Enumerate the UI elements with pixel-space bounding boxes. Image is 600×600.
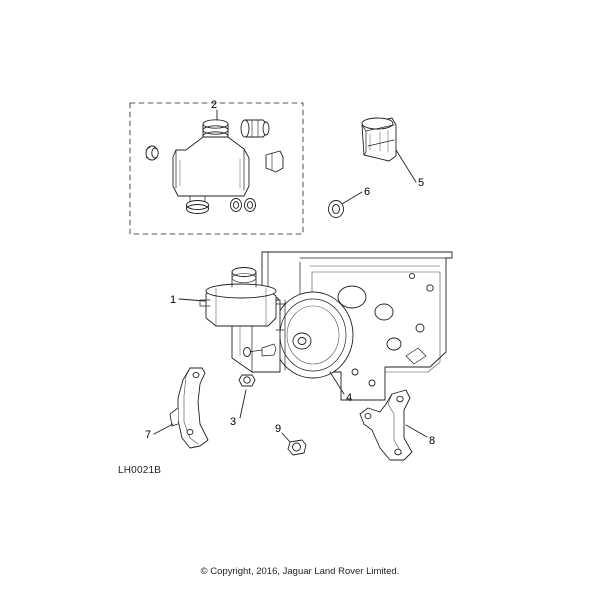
callout-3: 3 bbox=[230, 416, 237, 428]
callout-2: 2 bbox=[211, 99, 218, 111]
callout-4: 4 bbox=[346, 392, 353, 404]
copyright-notice: © Copyright, 2016, Jaguar Land Rover Limited. bbox=[200, 566, 400, 577]
leader-5 bbox=[396, 150, 416, 182]
mounting-bracket-right bbox=[360, 390, 412, 460]
grommet-seal bbox=[329, 201, 344, 218]
reservoir-fitting-right bbox=[241, 120, 269, 137]
vacuum-hose-connector bbox=[362, 118, 396, 161]
reservoir-seals bbox=[231, 199, 256, 212]
callout-9: 9 bbox=[275, 423, 282, 435]
leader-7 bbox=[154, 424, 173, 434]
leader-8 bbox=[406, 425, 427, 437]
callout-8: 8 bbox=[429, 435, 436, 447]
leader-6 bbox=[342, 192, 362, 204]
leader-3 bbox=[240, 390, 246, 418]
callout-6: 6 bbox=[364, 186, 371, 198]
callout-7: 7 bbox=[145, 429, 152, 441]
leader-9 bbox=[282, 433, 290, 442]
callout-1: 1 bbox=[170, 294, 177, 306]
nut-fastener bbox=[239, 375, 255, 386]
callout-5: 5 bbox=[418, 177, 425, 189]
reservoir-cap-left bbox=[146, 146, 158, 160]
reservoir-grommet-right bbox=[266, 151, 283, 172]
figure-code: LH0021B bbox=[118, 465, 162, 476]
bush-fastener bbox=[288, 440, 306, 455]
mounting-bracket-left bbox=[170, 368, 208, 448]
brake-fluid-reservoir bbox=[146, 120, 283, 214]
